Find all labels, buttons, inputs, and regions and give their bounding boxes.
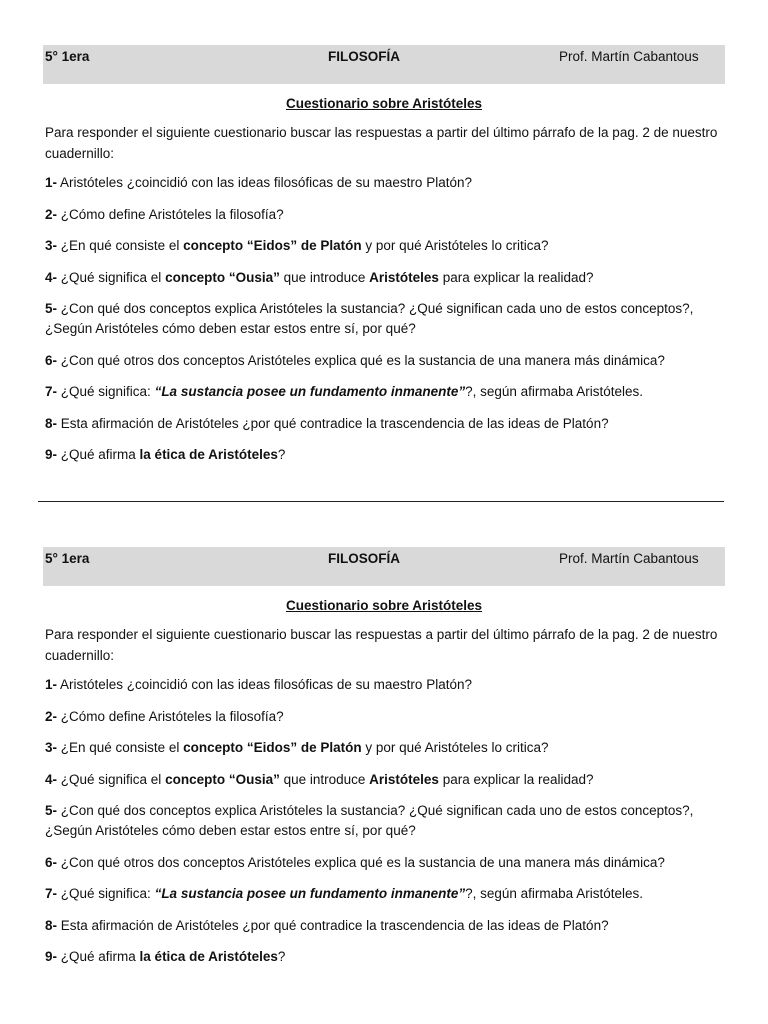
header-bar — [43, 45, 725, 84]
worksheet-bottom — [43, 547, 725, 979]
question-number: 4- — [45, 269, 58, 285]
question-6 — [45, 351, 725, 371]
document-title: Cuestionario sobre Aristóteles — [285, 96, 483, 111]
question-text: ¿Cómo define Aristóteles la filosofía? — [57, 708, 284, 724]
question-number: 3- — [45, 238, 58, 253]
question-text: para explicar la realidad? — [438, 269, 594, 285]
question-number: 8- — [45, 917, 58, 933]
question-5 — [45, 801, 725, 841]
subject-label: FILOSOFÍA — [328, 551, 400, 566]
question-text: Aristóteles ¿coincidió con las ideas filosóficas de su maestro Platón? — [57, 175, 472, 190]
question-quote: “La sustancia posee un fundamento inmanente” — [154, 886, 466, 901]
question-number: 5- — [45, 301, 58, 316]
question-text: ¿Con qué dos conceptos explica Aristóteles la sustancia? ¿Qué significan cada uno de estos conceptos?, ¿Según Aristóteles cómo deben estar estos entre sí, por qué? — [45, 803, 694, 838]
cut-line-divider — [38, 501, 724, 502]
question-number: 6- — [45, 352, 58, 368]
question-text: ¿Qué afirma — [57, 447, 140, 462]
question-3 — [45, 236, 725, 256]
question-text: ¿En qué consiste el — [57, 740, 184, 755]
question-text: ¿Qué significa el — [57, 771, 166, 787]
question-2 — [45, 205, 725, 225]
question-5 — [45, 299, 725, 339]
question-7 — [45, 382, 725, 402]
question-emphasis: concepto “Ousia” — [165, 269, 280, 285]
question-number: 7- — [45, 886, 58, 901]
question-number: 1- — [45, 677, 58, 692]
teacher-label: Prof. Martín Cabantous — [559, 551, 699, 566]
question-emphasis: Aristóteles — [369, 771, 439, 787]
question-text: y por qué Aristóteles lo critica? — [361, 238, 549, 253]
question-emphasis: la ética de Aristóteles — [139, 949, 278, 964]
question-emphasis: concepto “Eidos” de Platón — [183, 740, 362, 755]
instructions: Para responder el siguiente cuestionario buscar las respuestas a partir del último párrafo de la pag. 2 de nuestro cuadernillo: — [45, 125, 718, 161]
question-9 — [45, 947, 725, 967]
question-text: que introduce — [279, 269, 370, 285]
question-text: ¿Con qué otros dos conceptos Aristóteles explica qué es la sustancia de una manera más dinámica? — [57, 854, 665, 870]
question-text: que introduce — [279, 771, 370, 787]
question-number: 2- — [45, 708, 58, 724]
question-text: ?, según afirmaba Aristóteles. — [465, 886, 643, 901]
question-text: ¿Cómo define Aristóteles la filosofía? — [57, 206, 284, 222]
question-emphasis: concepto “Ousia” — [165, 771, 280, 787]
question-number: 6- — [45, 854, 58, 870]
question-number: 2- — [45, 206, 58, 222]
header-bar — [43, 547, 725, 586]
question-text: ?, según afirmaba Aristóteles. — [465, 384, 643, 399]
question-text: ¿Con qué dos conceptos explica Aristóteles la sustancia? ¿Qué significan cada uno de estos conceptos?, ¿Según Aristóteles cómo deben estar estos entre sí, por qué? — [45, 301, 694, 336]
question-4 — [45, 770, 725, 790]
question-text: Esta afirmación de Aristóteles ¿por qué contradice la trascendencia de las ideas de Platón? — [57, 415, 609, 431]
question-text: ? — [277, 447, 286, 462]
question-number: 7- — [45, 384, 58, 399]
course-label: 5° 1era — [45, 551, 90, 566]
question-7 — [45, 884, 725, 904]
question-text: ¿Qué significa: — [57, 886, 155, 901]
question-number: 5- — [45, 803, 58, 818]
question-text: ¿Qué significa el — [57, 269, 166, 285]
question-text: ¿En qué consiste el — [57, 238, 184, 253]
document-title: Cuestionario sobre Aristóteles — [285, 598, 483, 613]
question-text: y por qué Aristóteles lo critica? — [361, 740, 549, 755]
question-text: Aristóteles ¿coincidió con las ideas filosóficas de su maestro Platón? — [57, 677, 472, 692]
question-1 — [45, 675, 725, 695]
course-label: 5° 1era — [45, 49, 90, 64]
question-4 — [45, 268, 725, 288]
question-text: ¿Qué significa: — [57, 384, 155, 399]
question-number: 1- — [45, 175, 58, 190]
question-number: 8- — [45, 415, 58, 431]
worksheet-top — [43, 45, 725, 477]
question-emphasis: la ética de Aristóteles — [139, 447, 278, 462]
question-number: 9- — [45, 949, 58, 964]
question-text: ¿Con qué otros dos conceptos Aristóteles explica qué es la sustancia de una manera más dinámica? — [57, 352, 665, 368]
question-number: 9- — [45, 447, 58, 462]
question-quote: “La sustancia posee un fundamento inmanente” — [154, 384, 466, 399]
question-9 — [45, 445, 725, 465]
question-8 — [45, 414, 725, 434]
instructions: Para responder el siguiente cuestionario buscar las respuestas a partir del último párrafo de la pag. 2 de nuestro cuadernillo: — [45, 627, 718, 663]
question-text: Esta afirmación de Aristóteles ¿por qué contradice la trascendencia de las ideas de Platón? — [57, 917, 609, 933]
question-text: ? — [277, 949, 286, 964]
question-text: ¿Qué afirma — [57, 949, 140, 964]
subject-label: FILOSOFÍA — [328, 49, 400, 64]
question-number: 3- — [45, 740, 58, 755]
question-number: 4- — [45, 771, 58, 787]
question-1 — [45, 173, 725, 193]
question-emphasis: Aristóteles — [369, 269, 439, 285]
question-3 — [45, 738, 725, 758]
question-2 — [45, 707, 725, 727]
question-8 — [45, 916, 725, 936]
question-text: para explicar la realidad? — [438, 771, 594, 787]
teacher-label: Prof. Martín Cabantous — [559, 49, 699, 64]
question-6 — [45, 853, 725, 873]
question-emphasis: concepto “Eidos” de Platón — [183, 238, 362, 253]
